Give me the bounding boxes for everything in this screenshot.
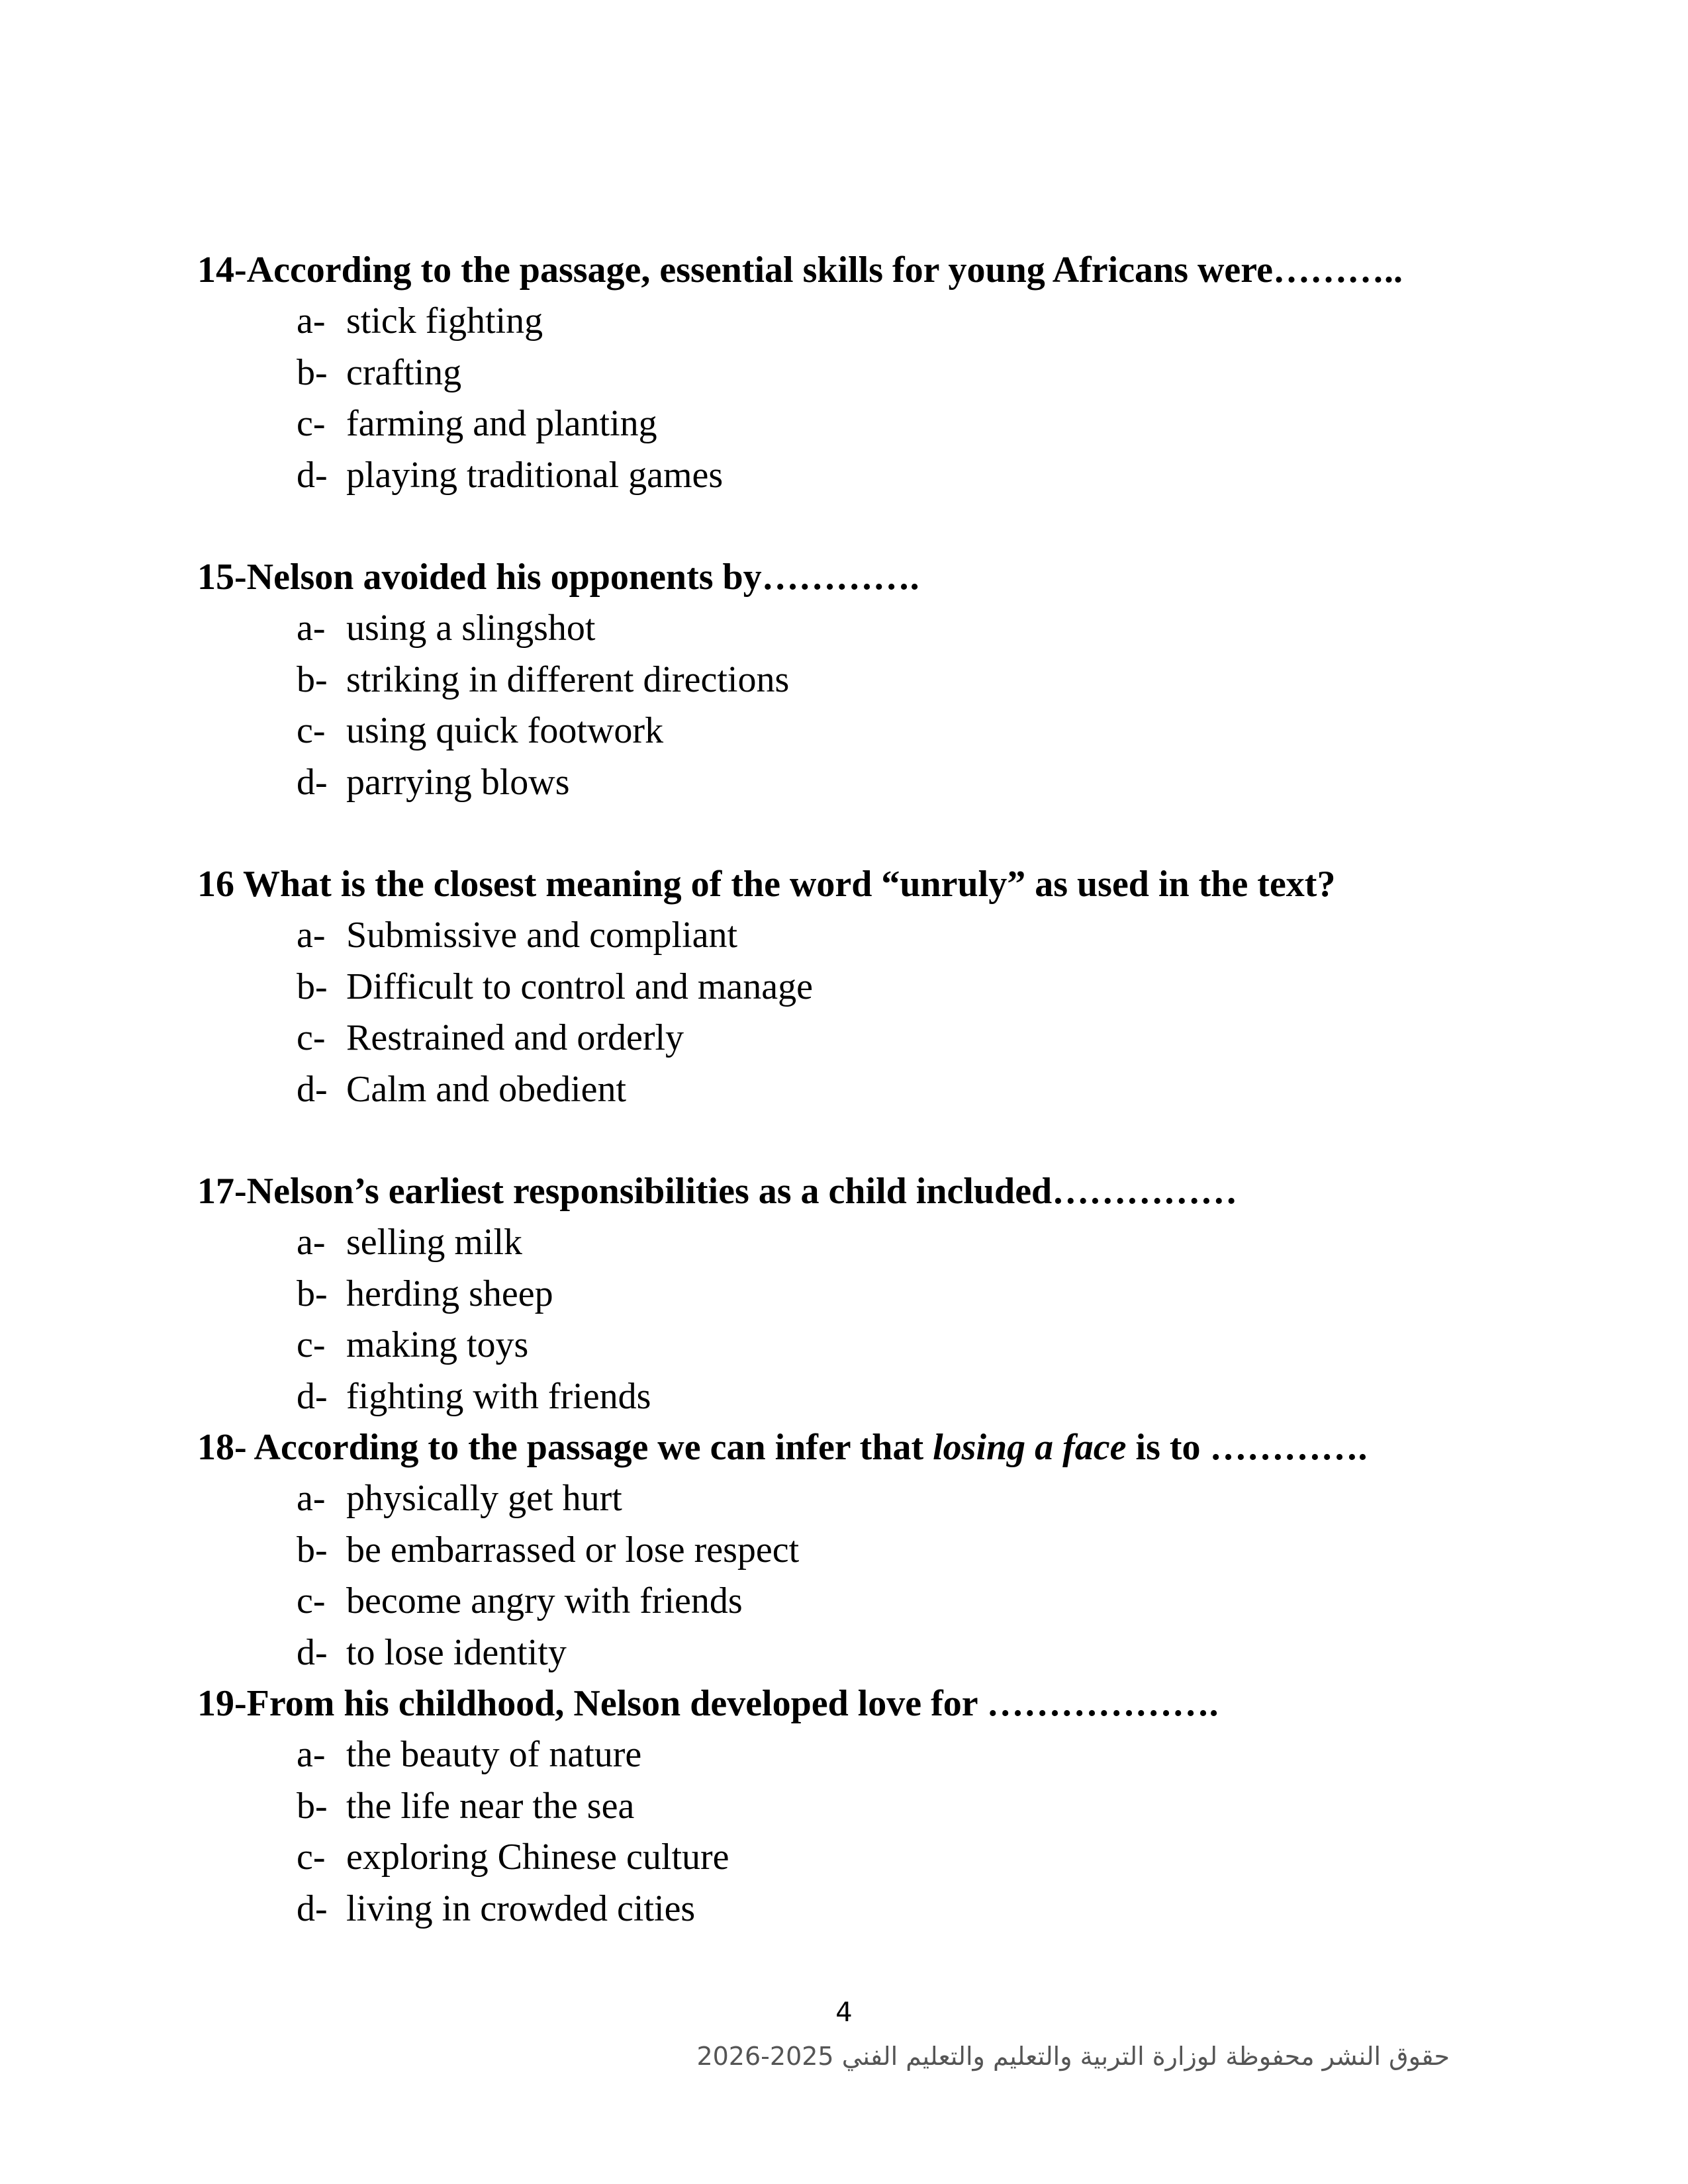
option-text: making toys [346,1324,529,1365]
option-list [197,1217,1521,1422]
option-c [197,705,1521,757]
option-letter: a- [297,915,326,956]
option-text: become angry with friends [346,1580,743,1621]
option-text: Restrained and orderly [346,1017,684,1058]
option-text: fighting with friends [346,1375,651,1417]
option-list [197,1729,1521,1934]
option-d [197,1371,1521,1423]
spacer [197,501,1521,552]
question-18 [197,1422,1521,1678]
option-letter: c- [297,403,326,444]
question-title: 15-Nelson avoided his opponents by…………. [197,557,919,598]
option-a [197,296,1521,347]
option-letter: c- [297,710,326,751]
option-b [197,962,1521,1013]
option-a [197,603,1521,655]
option-b [197,347,1521,399]
option-a [197,910,1521,962]
question-title: 14-According to the passage, essential skills for young Africans were……….. [197,250,1403,291]
option-text: parrying blows [346,761,570,803]
option-c [197,1320,1521,1371]
option-text: be embarrassed or lose respect [346,1529,800,1570]
option-d [197,1884,1521,1935]
question-14 [197,245,1521,501]
question-title-suffix: is to …………. [1126,1427,1368,1468]
option-d [197,757,1521,809]
option-list [197,296,1521,501]
option-letter: b- [297,351,328,393]
option-text: Calm and obedient [346,1068,627,1110]
option-text: living in crowded cities [346,1888,696,1929]
question-16 [197,859,1521,1115]
option-letter: b- [297,1529,328,1570]
option-text: the beauty of nature [346,1734,642,1775]
option-letter: a- [297,300,326,341]
option-letter: c- [297,1324,326,1365]
option-text: Difficult to control and manage [346,966,813,1007]
option-letter: a- [297,1478,326,1519]
option-letter: d- [297,454,328,496]
question-title-prefix: 18- According to the passage we can infer that [197,1427,933,1468]
copyright-footer: حقوق النشر محفوظة لوزارة التربية والتعليم والتعليم الفني 2025-2026 [696,2042,1450,2071]
option-c [197,1013,1521,1064]
option-b [197,1525,1521,1576]
option-a [197,1729,1521,1781]
question-list [197,245,1521,1934]
question-15 [197,552,1521,808]
option-a [197,1473,1521,1525]
option-letter: b- [297,966,328,1007]
option-c [197,398,1521,450]
option-text: using a slingshot [346,608,596,649]
option-letter: d- [297,1375,328,1417]
option-letter: c- [297,1837,326,1878]
option-text: stick fighting [346,300,543,341]
spacer [197,808,1521,859]
option-text: herding sheep [346,1273,553,1314]
option-letter: d- [297,1888,328,1929]
question-19 [197,1678,1521,1934]
spacer [197,1115,1521,1166]
option-text: physically get hurt [346,1478,622,1519]
option-text: playing traditional games [346,454,724,496]
option-list [197,1473,1521,1678]
page-number: 4 [835,1997,853,2028]
option-letter: b- [297,1785,328,1827]
option-text: farming and planting [346,403,657,444]
option-b [197,1269,1521,1320]
option-d [197,1064,1521,1116]
question-title-emphasis: losing a face [933,1427,1127,1468]
option-letter: c- [297,1580,326,1621]
question-title: 17-Nelson’s earliest responsibilities as a child included…………… [197,1171,1238,1212]
option-a [197,1217,1521,1269]
option-text: Submissive and compliant [346,915,738,956]
option-text: to lose identity [346,1631,567,1673]
option-text: selling milk [346,1222,522,1263]
question-title [197,1422,1521,1473]
option-d [197,450,1521,502]
option-letter: b- [297,659,328,700]
question-title: 19-From his childhood, Nelson developed love for ………………. [197,1683,1219,1724]
option-letter: a- [297,608,326,649]
option-letter: a- [297,1734,326,1775]
option-text: the life near the sea [346,1785,635,1827]
option-text: exploring Chinese culture [346,1837,729,1878]
option-list [197,910,1521,1115]
option-letter: c- [297,1017,326,1058]
option-c [197,1832,1521,1884]
option-letter: d- [297,1068,328,1110]
option-text: using quick footwork [346,710,664,751]
option-letter: d- [297,1631,328,1673]
option-d [197,1627,1521,1679]
option-list [197,603,1521,808]
option-b [197,655,1521,706]
option-letter: d- [297,761,328,803]
option-text: crafting [346,351,462,393]
option-c [197,1576,1521,1627]
option-letter: a- [297,1222,326,1263]
option-letter: b- [297,1273,328,1314]
question-17 [197,1166,1521,1422]
question-title: 16 What is the closest meaning of the word “unruly” as used in the text? [197,864,1336,905]
option-b [197,1781,1521,1833]
option-text: striking in different directions [346,659,790,700]
